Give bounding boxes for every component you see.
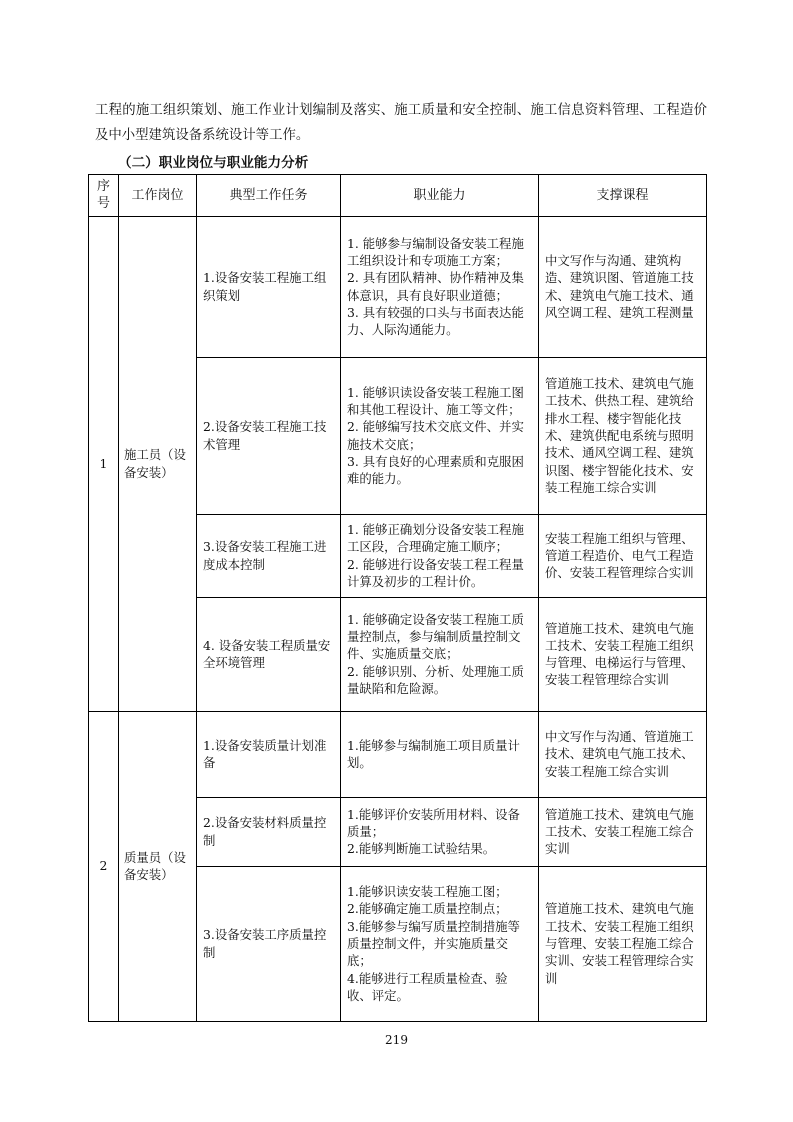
intro-paragraph: 工程的施工组织策划、施工作业计划编制及落实、施工质量和安全控制、施工信息资料管理、工程造价及中小型建筑设备系统设计等工作。 <box>95 103 707 143</box>
ability-line: 2. 能够识别、分析、处理施工质量缺陷和危险源。 <box>347 663 524 697</box>
group-num: 2 <box>89 711 119 1021</box>
task-cell: 1.设备安装质量计划准备 <box>197 711 341 797</box>
table-header-row <box>89 175 707 217</box>
table-row <box>89 216 707 357</box>
courses-cell: 管道施工技术、建筑电气施工技术、供热工程、建筑给排水工程、楼宇智能化技术、建筑供配电系统与照明技术、通风空调工程、建筑识图、楼宇智能化技术、安装工程施工综合实训 <box>539 357 707 514</box>
header-ability: 职业能力 <box>341 175 539 217</box>
header-task: 典型工作任务 <box>197 175 341 217</box>
task-cell: 3.设备安装工程施工进度成本控制 <box>197 514 341 597</box>
header-courses: 支撑课程 <box>539 175 707 217</box>
courses-cell: 安装工程施工组织与管理、管道工程造价、电气工程造价、安装工程管理综合实训 <box>539 514 707 597</box>
courses-cell: 管道施工技术、建筑电气施工技术、安装工程施工组织与管理、安装工程施工综合实训、安装工程管理综合实训 <box>539 866 707 1021</box>
ability-cell <box>341 514 539 597</box>
ability-line: 1. 能够正确划分设备安装工程施工区段，合理确定施工顺序； <box>347 522 524 555</box>
section-heading: （二）职业岗位与职业能力分析 <box>118 155 309 171</box>
ability-cell <box>341 866 539 1021</box>
task-cell: 4. 设备安装工程质量安全环境管理 <box>197 597 341 711</box>
task-cell: 2.设备安装材料质量控制 <box>197 797 341 866</box>
header-num: 序号 <box>89 175 119 217</box>
ability-line: 2.能够确定施工质量控制点； <box>347 901 508 917</box>
ability-cell <box>341 597 539 711</box>
ability-line: 3. 具有较强的口头与书面表达能力、人际沟通能力。 <box>347 304 524 338</box>
ability-line: 3. 具有良好的心理素质和克服困难的能力。 <box>347 453 524 487</box>
page-number: 219 <box>385 1033 408 1047</box>
group-num: 1 <box>89 216 119 711</box>
ability-cell <box>341 711 539 797</box>
ability-cell <box>341 797 539 866</box>
table-row <box>89 711 707 797</box>
task-cell: 1.设备安装工程施工组织策划 <box>197 216 341 357</box>
group-position: 施工员（设备安装） <box>119 216 197 711</box>
ability-line: 2. 能够进行设备安装工程工程量计算及初步的工程计价。 <box>347 556 524 589</box>
ability-line: 3.能够参与编写质量控制措施等质量控制文件，并实施质量交底； <box>347 918 520 969</box>
header-position: 工作岗位 <box>119 175 197 217</box>
task-cell: 3.设备安装工序质量控制 <box>197 866 341 1021</box>
courses-cell: 中文写作与沟通、管道施工技术、建筑电气施工技术、安装工程施工综合实训 <box>539 711 707 797</box>
ability-line: 2.能够判断施工试验结果。 <box>347 841 496 857</box>
ability-line: 1.能够评价安装所用材料、设备质量； <box>347 806 520 839</box>
ability-line: 1. 能够确定设备安装工程施工质量控制点，参与编制质量控制文件、实施质量交底； <box>347 611 524 662</box>
group-position: 质量员（设备安装） <box>119 711 197 1021</box>
ability-cell <box>341 357 539 514</box>
ability-line: 2. 具有团队精神、协作精神及集体意识，具有良好职业道德； <box>347 270 524 303</box>
ability-cell <box>341 216 539 357</box>
task-cell: 2.设备安装工程施工技术管理 <box>197 357 341 514</box>
courses-cell: 管道施工技术、建筑电气施工技术、安装工程施工组织与管理、电梯运行与管理、安装工程管理综合实训 <box>539 597 707 711</box>
ability-line: 4.能够进行工程质量检查、验收、评定。 <box>347 970 508 1003</box>
courses-cell: 中文写作与沟通、建筑构造、建筑识图、管道施工技术、建筑电气施工技术、通风空调工程、建筑工程测量 <box>539 216 707 357</box>
ability-line: 1. 能够参与编制设备安装工程施工组织设计和专项施工方案； <box>347 235 524 268</box>
ability-line: 2. 能够编写技术交底文件、并实施技术交底； <box>347 419 524 452</box>
ability-line: 1.能够参与编制施工项目质量计划。 <box>347 737 520 771</box>
ability-line: 1.能够识读安装工程施工图； <box>347 884 508 900</box>
ability-line: 1. 能够识读设备安装工程施工图和其他工程设计、施工等文件； <box>347 384 524 417</box>
courses-cell: 管道施工技术、建筑电气施工技术、安装工程施工综合实训 <box>539 797 707 866</box>
job-ability-table <box>88 174 707 1022</box>
